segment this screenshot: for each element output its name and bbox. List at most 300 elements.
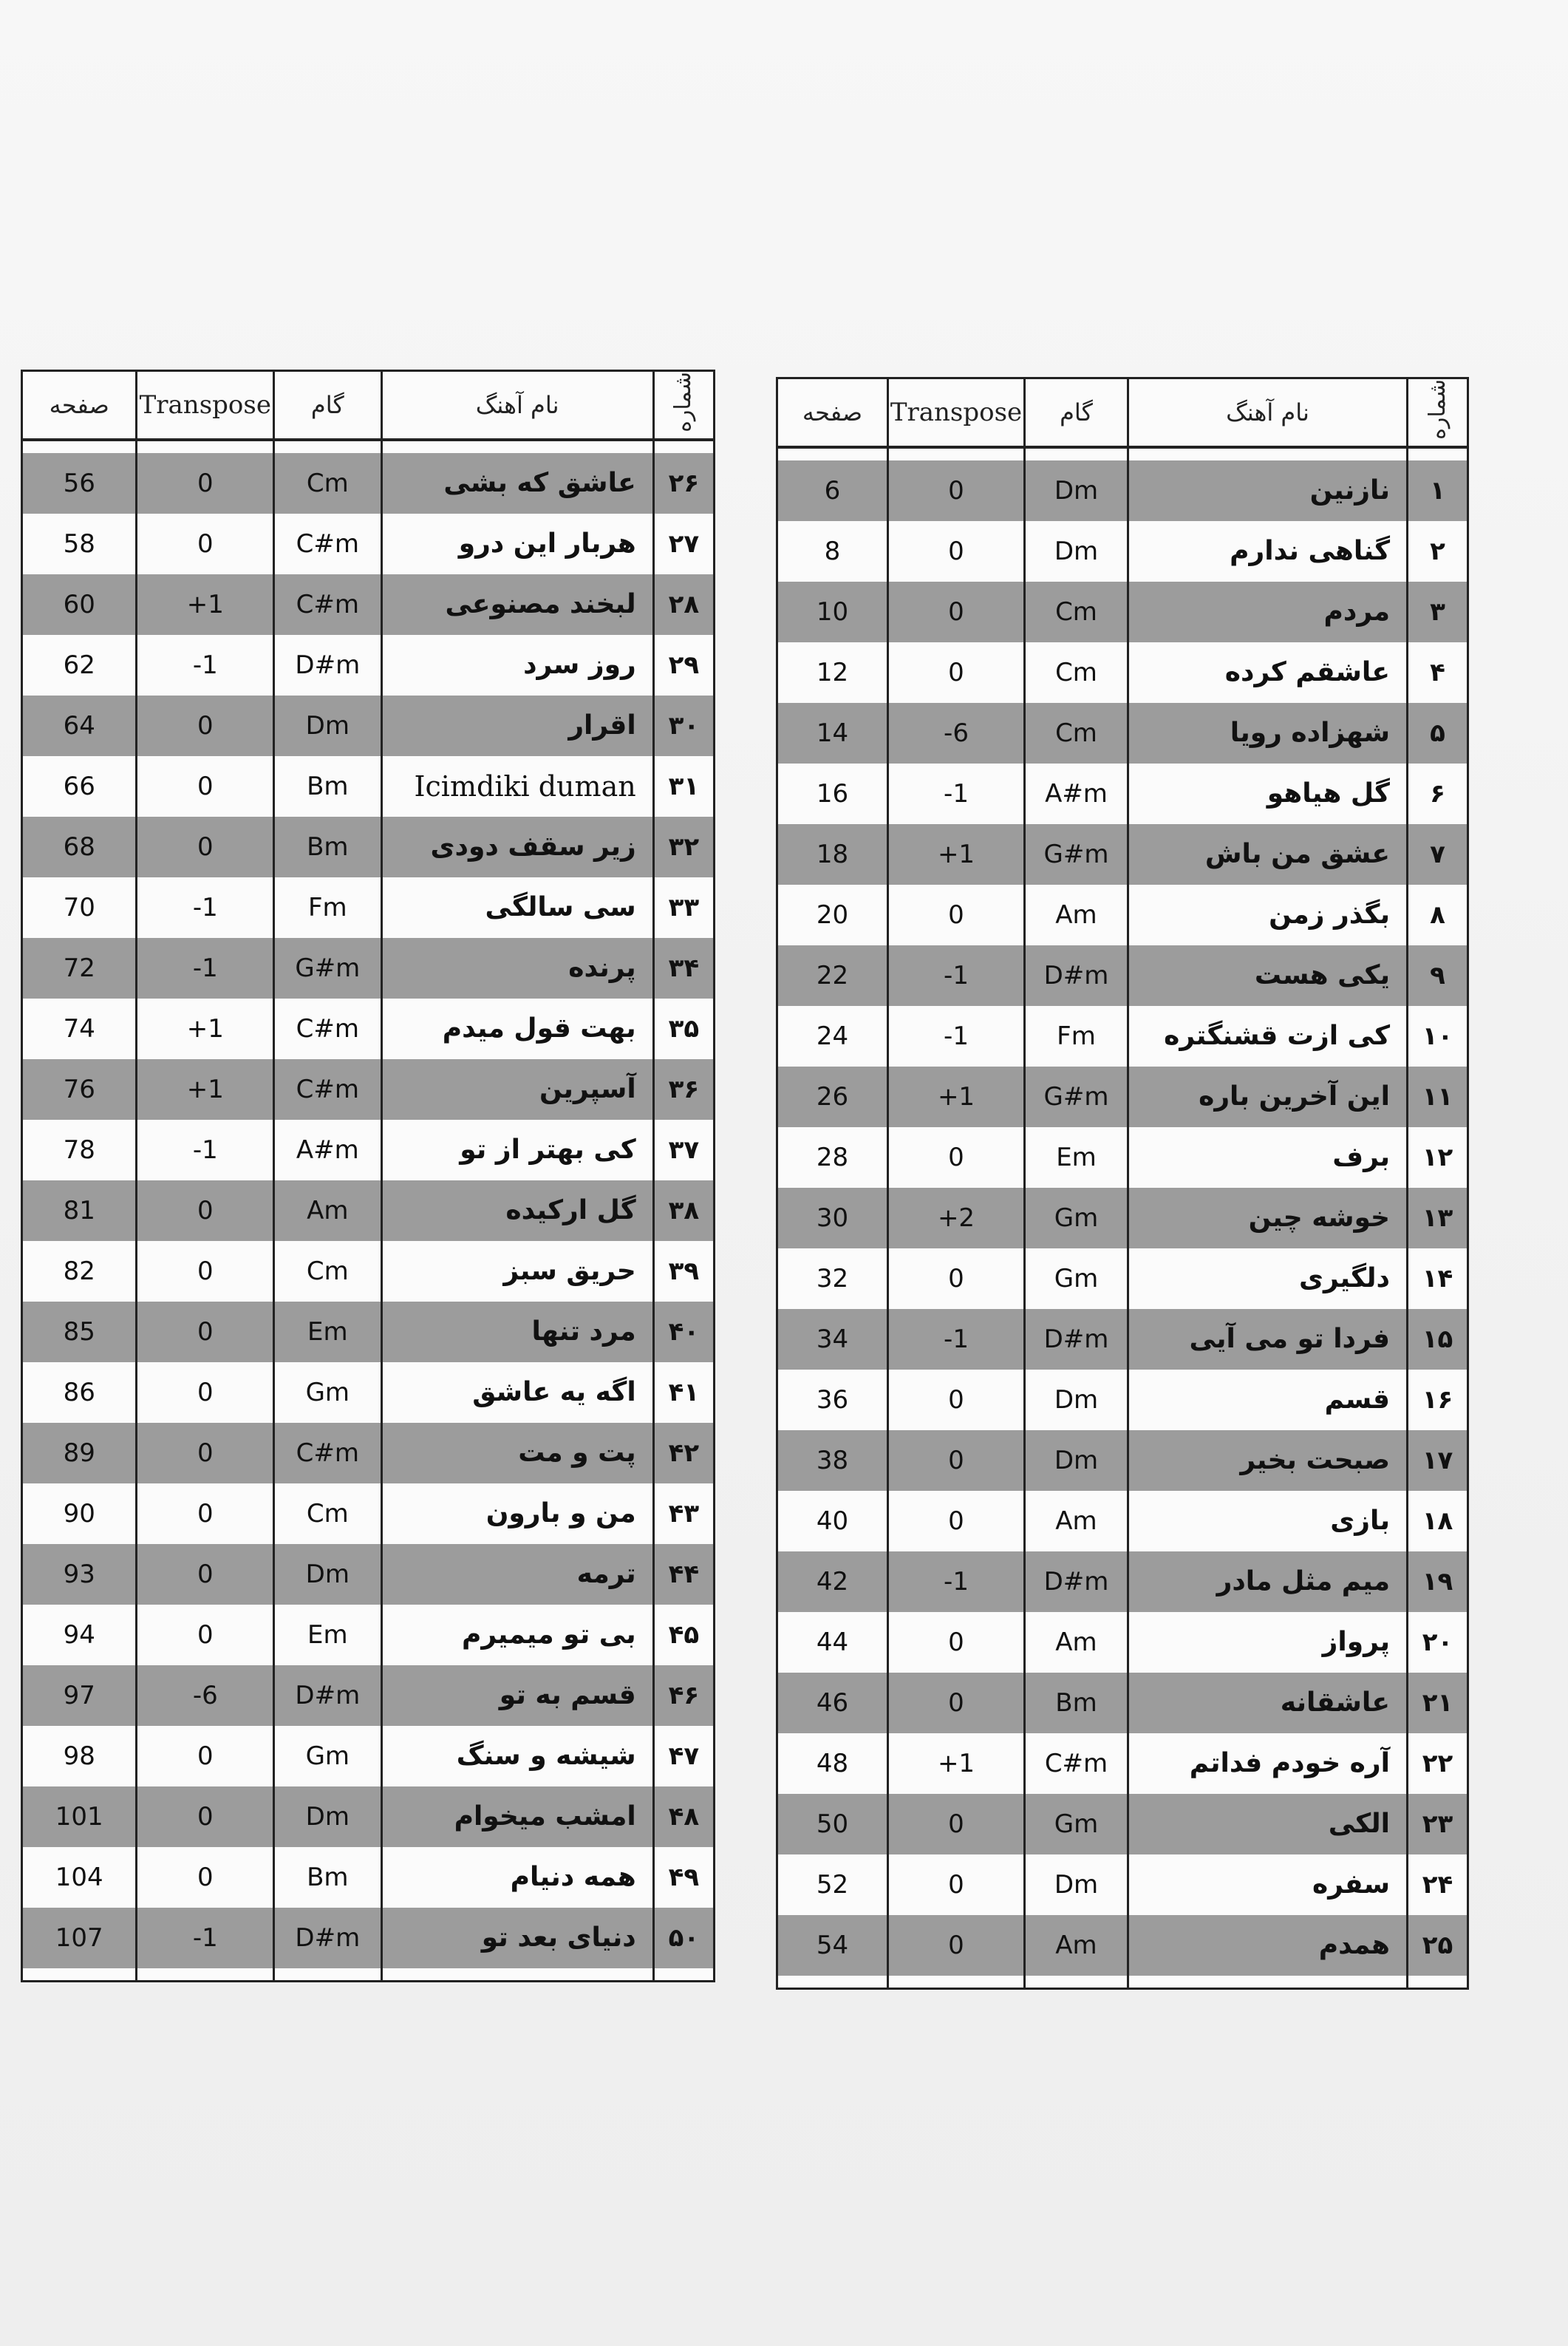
table-row	[777, 1309, 1468, 1370]
page-cell: 81	[22, 1180, 137, 1241]
spacer-cell	[137, 440, 274, 453]
song-name-cell: همدم	[1128, 1915, 1408, 1976]
table-row	[777, 1491, 1468, 1551]
table-row	[22, 1423, 715, 1483]
table-row	[22, 514, 715, 574]
page-cell: 26	[777, 1067, 888, 1127]
page-cell: 22	[777, 945, 888, 1006]
page-cell: 101	[22, 1786, 137, 1847]
song-name-cell: این آخرین باره	[1128, 1067, 1408, 1127]
song-name-cell: هربار این درو	[381, 514, 653, 574]
table-row	[22, 1544, 715, 1605]
header-transpose: Transpose	[137, 371, 274, 440]
song-number-cell: ۶	[1408, 764, 1468, 824]
transpose-cell: 0	[888, 582, 1025, 642]
key-cell: Cm	[1025, 703, 1128, 764]
song-name-cell: دنیای بعد تو	[381, 1908, 653, 1968]
page-cell: 54	[777, 1915, 888, 1976]
song-number-cell: ۴۳	[653, 1483, 714, 1544]
header-song-name: نام آهنگ	[381, 371, 653, 440]
key-cell: Gm	[1025, 1188, 1128, 1248]
key-cell: Am	[1025, 885, 1128, 945]
spacer-cell	[381, 1968, 653, 1982]
page-cell: 85	[22, 1302, 137, 1362]
transpose-cell: -1	[137, 938, 274, 999]
song-number-cell: ۳۲	[653, 817, 714, 877]
page-cell: 58	[22, 514, 137, 574]
transpose-cell: 0	[888, 1248, 1025, 1309]
table-spacer-row	[22, 440, 715, 453]
transpose-cell: 0	[888, 1794, 1025, 1854]
transpose-cell: -6	[888, 703, 1025, 764]
transpose-cell: 0	[137, 1483, 274, 1544]
transpose-cell: 0	[888, 1854, 1025, 1915]
transpose-cell: -1	[137, 1908, 274, 1968]
song-number-cell: ۱۸	[1408, 1491, 1468, 1551]
song-name-cell: من و بارون	[381, 1483, 653, 1544]
spacer-cell	[381, 440, 653, 453]
page-cell: 94	[22, 1605, 137, 1665]
song-number-cell: ۲۴	[1408, 1854, 1468, 1915]
transpose-cell: +1	[888, 824, 1025, 885]
page-cell: 20	[777, 885, 888, 945]
key-cell: Bm	[274, 1847, 381, 1908]
key-cell: Cm	[274, 1483, 381, 1544]
song-number-cell: ۴۴	[653, 1544, 714, 1605]
song-name-cell: دلگیری	[1128, 1248, 1408, 1309]
song-name-cell: بگذر زمن	[1128, 885, 1408, 945]
transpose-cell: 0	[137, 1786, 274, 1847]
song-number-cell: ۱	[1408, 460, 1468, 521]
table-row	[777, 582, 1468, 642]
song-name-cell: پرنده	[381, 938, 653, 999]
song-number-cell: ۳	[1408, 582, 1468, 642]
song-name-cell: عشق من باش	[1128, 824, 1408, 885]
spacer-cell	[777, 1976, 888, 1989]
song-index-table-first-half	[776, 377, 1469, 1990]
page-cell: 56	[22, 453, 137, 514]
table-row	[22, 1362, 715, 1423]
song-name-cell: الکی	[1128, 1794, 1408, 1854]
page-cell: 107	[22, 1908, 137, 1968]
key-cell: Cm	[1025, 582, 1128, 642]
song-name-cell: حریق سبز	[381, 1241, 653, 1302]
song-name-cell: خوشه چین	[1128, 1188, 1408, 1248]
song-number-cell: ۲۹	[653, 635, 714, 696]
key-cell: G#m	[1025, 1067, 1128, 1127]
page-cell: 40	[777, 1491, 888, 1551]
table-row	[22, 1120, 715, 1180]
song-number-cell: ۳۸	[653, 1180, 714, 1241]
song-number-cell: ۴۷	[653, 1726, 714, 1786]
transpose-cell: 0	[137, 817, 274, 877]
page-cell: 89	[22, 1423, 137, 1483]
song-number-cell: ۱۶	[1408, 1370, 1468, 1430]
song-name-cell: آره خودم فداتم	[1128, 1733, 1408, 1794]
spacer-cell	[1408, 1976, 1468, 1989]
song-name-cell: شیشه و سنگ	[381, 1726, 653, 1786]
key-cell: D#m	[1025, 945, 1128, 1006]
song-name-cell: بازی	[1128, 1491, 1408, 1551]
song-name-cell: سی سالگی	[381, 877, 653, 938]
table-row	[22, 1241, 715, 1302]
key-cell: Dm	[1025, 521, 1128, 582]
song-name-cell: قسم به تو	[381, 1665, 653, 1726]
table-row	[777, 945, 1468, 1006]
page-cell: 82	[22, 1241, 137, 1302]
song-name-cell: صبحت بخیر	[1128, 1430, 1408, 1491]
key-cell: Gm	[274, 1362, 381, 1423]
header-number: شماره	[1408, 378, 1468, 447]
song-number-cell: ۲۶	[653, 453, 714, 514]
table-row	[777, 1733, 1468, 1794]
song-number-cell: ۱۷	[1408, 1430, 1468, 1491]
song-number-cell: ۳۳	[653, 877, 714, 938]
song-name-cell: لبخند مصنوعی	[381, 574, 653, 635]
song-name-cell: نازنین	[1128, 460, 1408, 521]
table-row	[22, 1726, 715, 1786]
table-row	[777, 885, 1468, 945]
spacer-cell	[22, 1968, 137, 1982]
transpose-cell: +1	[137, 999, 274, 1059]
page-cell: 18	[777, 824, 888, 885]
page-cell: 44	[777, 1612, 888, 1673]
page-cell: 24	[777, 1006, 888, 1067]
key-cell: Em	[274, 1605, 381, 1665]
song-number-cell: ۹	[1408, 945, 1468, 1006]
transpose-cell: 0	[137, 1847, 274, 1908]
key-cell: G#m	[1025, 824, 1128, 885]
table-row	[22, 574, 715, 635]
table-spacer-row	[777, 1976, 1468, 1989]
song-number-cell: ۴۱	[653, 1362, 714, 1423]
transpose-cell: 0	[888, 1673, 1025, 1733]
transpose-cell: -1	[888, 1309, 1025, 1370]
page-cell: 8	[777, 521, 888, 582]
header-page: صفحه	[777, 378, 888, 447]
transpose-cell: 0	[137, 514, 274, 574]
page-cell: 90	[22, 1483, 137, 1544]
song-number-cell: ۴۹	[653, 1847, 714, 1908]
song-name-cell: پرواز	[1128, 1612, 1408, 1673]
page-cell: 48	[777, 1733, 888, 1794]
table-row	[777, 764, 1468, 824]
song-number-cell: ۲	[1408, 521, 1468, 582]
spacer-cell	[888, 1976, 1025, 1989]
song-number-cell: ۲۷	[653, 514, 714, 574]
key-cell: D#m	[274, 1908, 381, 1968]
song-name-cell: مردم	[1128, 582, 1408, 642]
table-row	[22, 1665, 715, 1726]
key-cell: Am	[1025, 1491, 1128, 1551]
table-row	[777, 1006, 1468, 1067]
transpose-cell: 0	[888, 642, 1025, 703]
song-number-cell: ۵۰	[653, 1908, 714, 1968]
header-transpose: Transpose	[888, 378, 1025, 447]
transpose-cell: 0	[137, 1302, 274, 1362]
header-key: گام	[274, 371, 381, 440]
table-header-row	[777, 378, 1468, 447]
song-name-cell: ترمه	[381, 1544, 653, 1605]
table-row	[22, 1180, 715, 1241]
page-cell: 52	[777, 1854, 888, 1915]
song-name-cell: Icimdiki duman	[381, 756, 653, 817]
spacer-cell	[1128, 447, 1408, 460]
key-cell: Em	[1025, 1127, 1128, 1188]
song-number-cell: ۱۰	[1408, 1006, 1468, 1067]
key-cell: Cm	[1025, 642, 1128, 703]
table-row	[22, 1786, 715, 1847]
song-name-cell: برف	[1128, 1127, 1408, 1188]
transpose-cell: 0	[888, 521, 1025, 582]
key-cell: C#m	[274, 999, 381, 1059]
song-name-cell: سفره	[1128, 1854, 1408, 1915]
page-cell: 62	[22, 635, 137, 696]
page-cell: 86	[22, 1362, 137, 1423]
table-row	[777, 1673, 1468, 1733]
key-cell: Cm	[274, 453, 381, 514]
table-row	[777, 1188, 1468, 1248]
song-name-cell: پت و مت	[381, 1423, 653, 1483]
page-cell: 93	[22, 1544, 137, 1605]
key-cell: Bm	[274, 817, 381, 877]
page-cell: 12	[777, 642, 888, 703]
song-number-cell: ۴	[1408, 642, 1468, 703]
page-cell: 50	[777, 1794, 888, 1854]
page-cell: 97	[22, 1665, 137, 1726]
spacer-cell	[22, 440, 137, 453]
key-cell: Dm	[1025, 1370, 1128, 1430]
song-name-cell: روز سرد	[381, 635, 653, 696]
spacer-cell	[888, 447, 1025, 460]
key-cell: Am	[1025, 1612, 1128, 1673]
spacer-cell	[1408, 447, 1468, 460]
page-cell: 10	[777, 582, 888, 642]
key-cell: Gm	[274, 1726, 381, 1786]
song-number-cell: ۷	[1408, 824, 1468, 885]
song-name-cell: یکی هست	[1128, 945, 1408, 1006]
key-cell: Gm	[1025, 1248, 1128, 1309]
transpose-cell: 0	[137, 1362, 274, 1423]
key-cell: Dm	[274, 1544, 381, 1605]
song-number-cell: ۱۵	[1408, 1309, 1468, 1370]
header-song-name: نام آهنگ	[1128, 378, 1408, 447]
song-number-cell: ۳۵	[653, 999, 714, 1059]
song-index-table-second-half	[21, 370, 715, 1982]
page-cell: 16	[777, 764, 888, 824]
transpose-cell: +2	[888, 1188, 1025, 1248]
page-cell: 34	[777, 1309, 888, 1370]
table-row	[22, 938, 715, 999]
key-cell: Fm	[1025, 1006, 1128, 1067]
table-row	[22, 635, 715, 696]
transpose-cell: 0	[888, 885, 1025, 945]
key-cell: Dm	[274, 1786, 381, 1847]
song-number-cell: ۱۳	[1408, 1188, 1468, 1248]
song-number-cell: ۳۶	[653, 1059, 714, 1120]
song-name-cell: مرد تنها	[381, 1302, 653, 1362]
song-number-cell: ۴۲	[653, 1423, 714, 1483]
table-spacer-row	[22, 1968, 715, 1982]
key-cell: D#m	[274, 1665, 381, 1726]
transpose-cell: 0	[137, 696, 274, 756]
key-cell: Cm	[274, 1241, 381, 1302]
song-number-cell: ۵	[1408, 703, 1468, 764]
table-row	[777, 1248, 1468, 1309]
transpose-cell: 0	[888, 460, 1025, 521]
table-row	[777, 1551, 1468, 1612]
table-row	[22, 1908, 715, 1968]
transpose-cell: 0	[888, 1915, 1025, 1976]
page-cell: 38	[777, 1430, 888, 1491]
song-name-cell: اگه یه عاشق	[381, 1362, 653, 1423]
page-cell: 42	[777, 1551, 888, 1612]
song-name-cell: گل ارکیده	[381, 1180, 653, 1241]
song-name-cell: عاشقانه	[1128, 1673, 1408, 1733]
table-row	[22, 453, 715, 514]
song-number-cell: ۴۶	[653, 1665, 714, 1726]
table-row	[22, 1483, 715, 1544]
table-row	[777, 1612, 1468, 1673]
transpose-cell: +1	[888, 1733, 1025, 1794]
table-row	[777, 1854, 1468, 1915]
song-number-cell: ۱۹	[1408, 1551, 1468, 1612]
table-row	[777, 460, 1468, 521]
table-row	[22, 999, 715, 1059]
key-cell: Bm	[1025, 1673, 1128, 1733]
transpose-cell: 0	[137, 453, 274, 514]
song-number-cell: ۴۸	[653, 1786, 714, 1847]
spacer-cell	[653, 440, 714, 453]
table-row	[777, 1067, 1468, 1127]
song-number-cell: ۲۸	[653, 574, 714, 635]
song-number-cell: ۲۵	[1408, 1915, 1468, 1976]
table-row	[777, 521, 1468, 582]
page-cell: 66	[22, 756, 137, 817]
table-row	[22, 877, 715, 938]
transpose-cell: 0	[888, 1370, 1025, 1430]
song-name-cell: امشب میخوام	[381, 1786, 653, 1847]
table-row	[22, 1302, 715, 1362]
transpose-cell: 0	[137, 1180, 274, 1241]
table-spacer-row	[777, 447, 1468, 460]
key-cell: A#m	[274, 1120, 381, 1180]
song-name-cell: کی ازت قشنگتره	[1128, 1006, 1408, 1067]
page-cell: 32	[777, 1248, 888, 1309]
key-cell: Em	[274, 1302, 381, 1362]
key-cell: Dm	[1025, 1854, 1128, 1915]
key-cell: Gm	[1025, 1794, 1128, 1854]
song-number-cell: ۸	[1408, 885, 1468, 945]
transpose-cell: -1	[888, 764, 1025, 824]
song-name-cell: کی بهتر از تو	[381, 1120, 653, 1180]
song-name-cell: زیر سقف دودی	[381, 817, 653, 877]
key-cell: C#m	[274, 514, 381, 574]
page-cell: 30	[777, 1188, 888, 1248]
table-row	[777, 824, 1468, 885]
song-number-cell: ۳۹	[653, 1241, 714, 1302]
transpose-cell: -1	[888, 945, 1025, 1006]
transpose-cell: 0	[137, 1544, 274, 1605]
transpose-cell: -1	[137, 635, 274, 696]
transpose-cell: +1	[137, 1059, 274, 1120]
key-cell: Am	[1025, 1915, 1128, 1976]
song-name-cell: گناهی ندارم	[1128, 521, 1408, 582]
table-row	[22, 1059, 715, 1120]
song-number-cell: ۳۷	[653, 1120, 714, 1180]
table-row	[777, 1430, 1468, 1491]
key-cell: C#m	[1025, 1733, 1128, 1794]
transpose-cell: 0	[888, 1491, 1025, 1551]
song-name-cell: قسم	[1128, 1370, 1408, 1430]
key-cell: G#m	[274, 938, 381, 999]
song-name-cell: آسپرین	[381, 1059, 653, 1120]
key-cell: Bm	[274, 756, 381, 817]
song-number-cell: ۲۲	[1408, 1733, 1468, 1794]
spacer-cell	[274, 1968, 381, 1982]
page-cell: 68	[22, 817, 137, 877]
table-header-row	[22, 371, 715, 440]
song-name-cell: بهت قول میدم	[381, 999, 653, 1059]
table-row	[22, 696, 715, 756]
song-number-cell: ۴۵	[653, 1605, 714, 1665]
table-row	[777, 1370, 1468, 1430]
table-row	[22, 756, 715, 817]
table-row	[22, 1605, 715, 1665]
page-cell: 28	[777, 1127, 888, 1188]
song-number-cell: ۲۳	[1408, 1794, 1468, 1854]
key-cell: Dm	[274, 696, 381, 756]
page-cell: 78	[22, 1120, 137, 1180]
page-cell: 98	[22, 1726, 137, 1786]
table-row	[777, 642, 1468, 703]
table-row	[777, 1127, 1468, 1188]
header-page: صفحه	[22, 371, 137, 440]
transpose-cell: -6	[137, 1665, 274, 1726]
key-cell: C#m	[274, 1059, 381, 1120]
table-row	[777, 1794, 1468, 1854]
transpose-cell: 0	[888, 1612, 1025, 1673]
song-name-cell: بی تو میمیرم	[381, 1605, 653, 1665]
key-cell: D#m	[274, 635, 381, 696]
song-number-cell: ۳۰	[653, 696, 714, 756]
page-cell: 60	[22, 574, 137, 635]
song-number-cell: ۲۰	[1408, 1612, 1468, 1673]
spacer-cell	[1128, 1976, 1408, 1989]
transpose-cell: 0	[888, 1430, 1025, 1491]
song-name-cell: عاشق که بشی	[381, 453, 653, 514]
header-number: شماره	[653, 371, 714, 440]
key-cell: A#m	[1025, 764, 1128, 824]
key-cell: D#m	[1025, 1551, 1128, 1612]
key-cell: C#m	[274, 1423, 381, 1483]
song-name-cell: همه دنیام	[381, 1847, 653, 1908]
page-cell: 14	[777, 703, 888, 764]
key-cell: Am	[274, 1180, 381, 1241]
transpose-cell: -1	[137, 877, 274, 938]
page-cell: 74	[22, 999, 137, 1059]
song-name-cell: عاشقم کرده	[1128, 642, 1408, 703]
table-row	[777, 1915, 1468, 1976]
key-cell: C#m	[274, 574, 381, 635]
table-row	[777, 703, 1468, 764]
song-number-cell: ۱۴	[1408, 1248, 1468, 1309]
song-name-cell: شهزاده رویا	[1128, 703, 1408, 764]
transpose-cell: 0	[137, 1605, 274, 1665]
page-cell: 36	[777, 1370, 888, 1430]
spacer-cell	[274, 440, 381, 453]
transpose-cell: -1	[137, 1120, 274, 1180]
